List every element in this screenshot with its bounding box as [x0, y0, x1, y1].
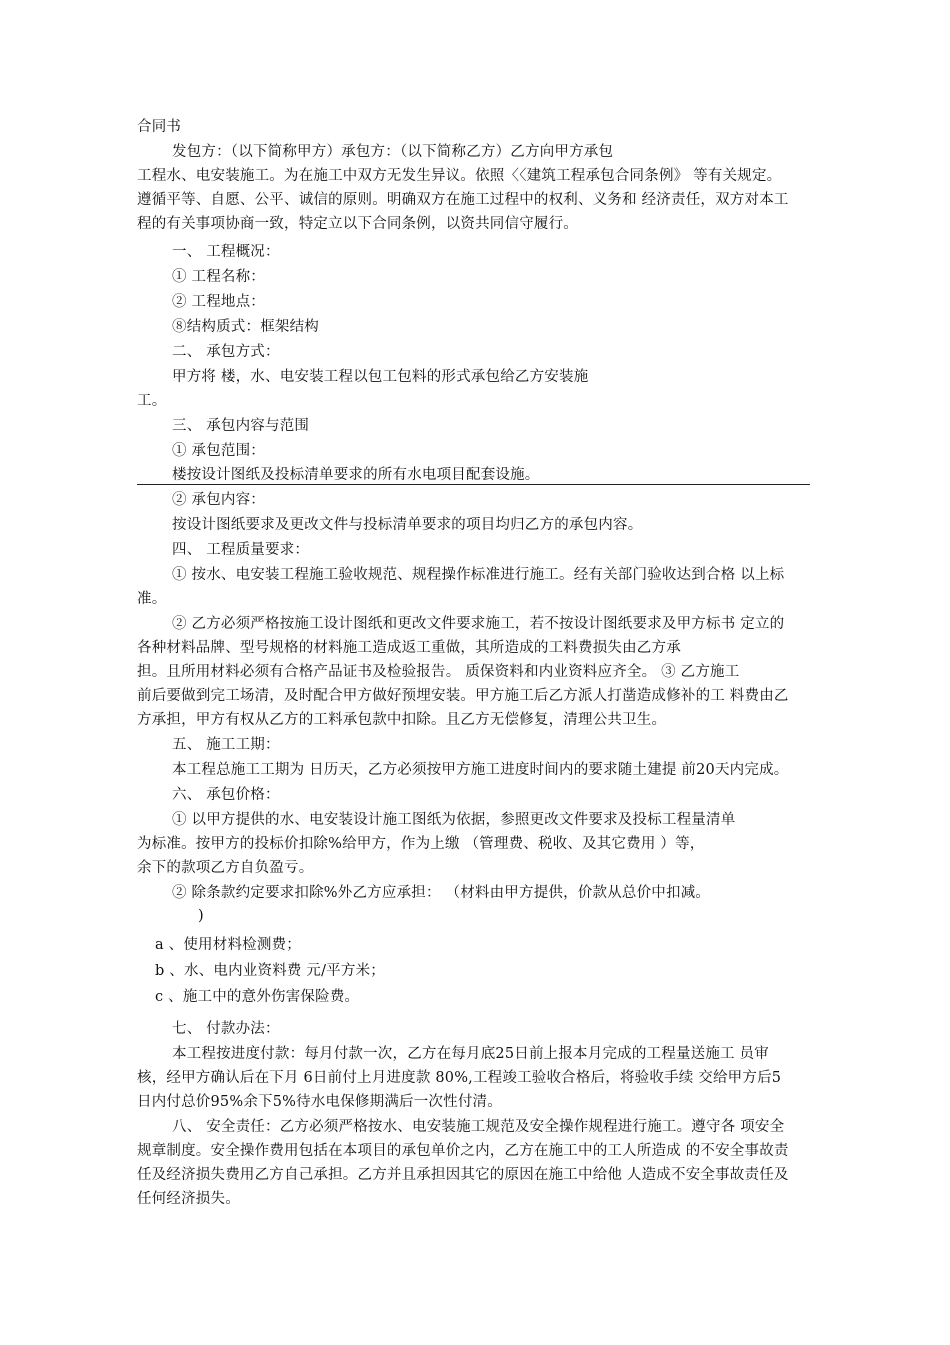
- paragraph-line: 余下的款项乙方自负盈亏。: [137, 860, 314, 876]
- paragraph-line: 前后要做到完工场清，及时配合甲方做好预埋安装。甲方施工后乙方派人打凿造成修补的工 料费由乙: [137, 688, 789, 704]
- paragraph-line: 甲方将 楼，水、电安装工程以包工包料的形式承包给乙方安装施: [172, 369, 589, 385]
- list-item: a 、使用材料检测费；: [155, 937, 301, 953]
- list-item: ② 承包内容：: [172, 492, 266, 508]
- list-item: ① 按水、电安装工程施工验收规范、规程操作标准进行施工。经有关部门验收达到合格 以上标: [172, 567, 785, 583]
- list-item: ② 工程地点：: [172, 294, 266, 310]
- list-item: ① 承包范围：: [172, 443, 266, 459]
- horizontal-rule: [137, 484, 810, 485]
- paragraph-line: 核，经甲方确认后在下月 6日前付上月进度款 80%,工程竣工验收合格后，将验收手续 交给甲方后5: [137, 1070, 782, 1086]
- paragraph-line: 日内付总价95%余下5%待水电保修期满后一次性付清。: [137, 1094, 502, 1110]
- paragraph-line: 方承担，甲方有权从乙方的工料承包款中扣除。且乙方无偿修复，清理公共卫生。: [137, 712, 667, 728]
- section-heading: 六、 承包价格：: [172, 787, 280, 803]
- paragraph-line: 任及经济损失费用乙方自己承担。乙方并且承担因其它的原因在施工中给他 人造成不安全事故责任及: [137, 1167, 789, 1183]
- list-item: ⑧结构质式：框架结构: [172, 319, 319, 335]
- paragraph-line: 按设计图纸要求及更改文件与投标清单要求的项目均归乙方的承包内容。: [172, 517, 643, 533]
- list-item: ② 乙方必须严格按施工设计图纸和更改文件要求施工，若不按设计图纸要求及甲方标书 定立的: [172, 616, 785, 632]
- paragraph-line: 程的有关事项协商一致，特定立以下合同条例，以资共同信守履行。: [137, 216, 578, 232]
- paragraph-line: 本工程按进度付款：每月付款一次，乙方在每月底25日前上报本月完成的工程量送施工 员审: [172, 1046, 769, 1062]
- paragraph-line: 发包方：（以下简称甲方）承包方：（以下简称乙方）乙方向甲方承包: [172, 144, 614, 160]
- document-title: 合同书: [137, 119, 182, 135]
- list-item: ② 除条款约定要求扣除%外乙方应承担： （材料由甲方提供，价款从总价中扣减。: [172, 885, 711, 901]
- list-item: c 、施工中的意外伤害保险费。: [155, 989, 360, 1005]
- section-heading: 二、 承包方式：: [172, 344, 280, 360]
- section-heading: 三、 承包内容与范围: [172, 418, 310, 434]
- paragraph-line: 工程水、电安装施工。为在施工中双方无发生异议。依照〈〈建筑工程承包合同条例》 等有关规定。: [137, 168, 782, 184]
- list-item: ① 以甲方提供的水、电安装设计施工图纸为依据，参照更改文件要求及投标工程量清单: [172, 812, 736, 828]
- paragraph-line: 担。且所用材料必须有合格产品证书及检验报告。 质保资料和内业资料应齐全。 ③ 乙方施工: [137, 664, 740, 680]
- section-heading: 七、 付款办法：: [172, 1021, 280, 1037]
- section-heading: 四、 工程质量要求：: [172, 542, 310, 558]
- paragraph-line: 工。: [137, 393, 167, 409]
- paragraph-line: 楼按设计图纸及投标清单要求的所有水电项目配套设施。: [172, 467, 540, 483]
- paragraph-line: 任何经济损失。: [137, 1191, 240, 1207]
- paragraph-line: 各种材料品牌、型号规格的材料施工造成返工重做，其所造成的工料费损失由乙方承: [137, 640, 681, 656]
- paragraph-line: 准。: [137, 591, 167, 607]
- section-heading: 五、 施工工期：: [172, 737, 280, 753]
- paragraph-line: 为标准。按甲方的投标价扣除%给甲方，作为上缴 （管理费、税收、及其它费用 ）等，: [137, 836, 705, 852]
- list-item: ① 工程名称：: [172, 269, 266, 285]
- section-heading: 一、 工程概况：: [172, 244, 280, 260]
- paragraph-line: 本工程总施工工期为 日历天，乙方必须按甲方施工进度时间内的要求随土建提 前20天内完成。: [172, 762, 789, 778]
- section-heading: 八、 安全责任：乙方必须严格按水、电安装施工规范及安全操作规程进行施工。遵守各 项安全: [172, 1119, 785, 1135]
- paragraph-line: 遵循平等、自愿、公平、诚信的原则。明确双方在施工过程中的权利、义务和 经济责任，双方对本工: [137, 192, 789, 208]
- list-item: b 、水、电内业资料费 元/平方米；: [155, 963, 385, 979]
- paragraph-line: ): [198, 908, 204, 924]
- paragraph-line: 规章制度。安全操作费用包括在本项目的承包单价之内，乙方在施工中的工人所造成 的不安全事故责: [137, 1143, 789, 1159]
